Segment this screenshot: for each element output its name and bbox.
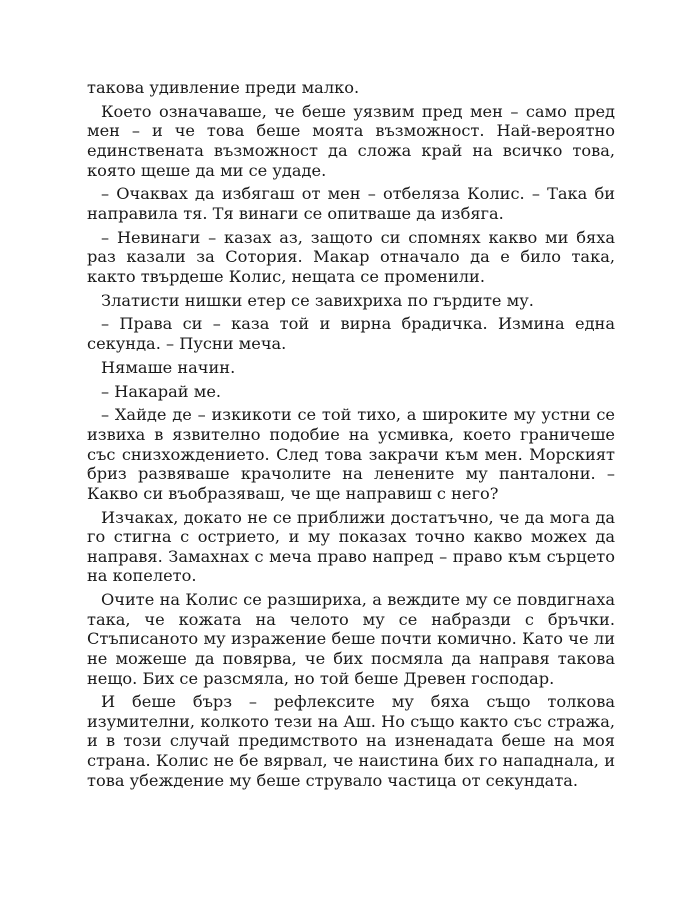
- book-page-text: [87, 78, 615, 794]
- paragraph-9: – Хайде де – изкикоти се той тихо, а широките му устни се извиха в язвително подобие на усмивка, което граничеше със снизхождението. След това закрачи към мен. Морският бриз развяваше крачолите на ленените му панталони. – Какво си въобразяваш, че ще направиш с него?: [87, 405, 615, 503]
- paragraph-8: – Накарай ме.: [101, 381, 222, 401]
- paragraph-1: такова удивление преди малко.: [87, 78, 360, 97]
- paragraph-4: – Невинаги – казах аз, защото си спомнях какво ми бяха раз казали за Сотория. Макар отначало да е било така, както твърдеше Колис, нещата се променили.: [87, 227, 615, 286]
- paragraph-5: Златисти нишки етер се завихриха по гърдите му.: [101, 290, 534, 310]
- paragraph-10: Изчаках, докато не се приближи достатъчно, че да мога да го стигна с острието, и му показах точно какво можех да направя. Замахнах с меча право напред – право към сърцето на копелето.: [87, 507, 615, 586]
- paragraph-6: – Права си – каза той и вирна брадичка. Измина една секунда. – Пусни меча.: [87, 314, 615, 354]
- paragraph-7: Нямаше начин.: [101, 357, 236, 377]
- paragraph-12: И беше бърз – рефлексите му бяха също толкова изумителни, колкото тези на Аш. Но също както със стража, и в този случай предимството на изненадата беше на моя страна. Колис не бе вярвал, че наистина бих го нападнала, и това убеждение му беше струвало частица от секундата.: [87, 692, 615, 790]
- paragraph-11: Очите на Колис се разшириха, а веждите му се повдигнаха така, че кожата на челото му се набразди с бръчки. Стъписаното му изражение беше почти комично. Като че ли не можеше да повярва, че бих посмяла да направя такова нещо. Бих се разсмяла, но той беше Древен господар.: [87, 590, 615, 688]
- paragraph-3: – Очаквах да избягаш от мен – отбеляза Колис. – Така би направила тя. Тя винаги се опитваше да избяга.: [87, 184, 615, 223]
- paragraph-2: Което означаваше, че беше уязвим пред мен – само пред мен – и че това беше моята възможност. Най-вероятно единствената възможност да сложа край на всичко това, която щеше да ми се удаде.: [87, 101, 615, 180]
